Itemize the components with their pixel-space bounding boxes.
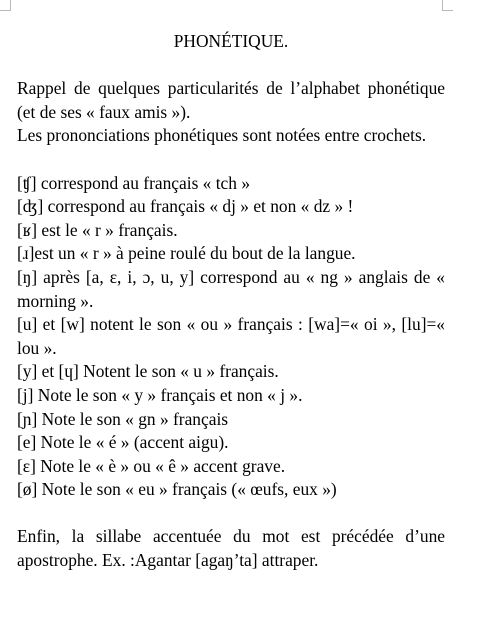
rule-line: [ɛ] Note le « è » ou « ê » accent grave. (17, 455, 286, 476)
intro-paragraph-1: Rappel de quelques particularités de l’alphabet phonétique (et de ses « faux amis »). (17, 78, 445, 122)
page-corner-top-left (0, 0, 11, 11)
rule-line: [ʧ] correspond au français « tch » (17, 172, 251, 193)
intro-paragraph-2: Les prononciations phonétiques sont notées entre crochets. (17, 125, 427, 146)
rule-line: [ø] Note le son « eu » français (« œufs, eux ») (17, 479, 337, 500)
rule-line: [ŋ] après [a, ɛ, i, ɔ, u, y] correspond au « ng » anglais de « morning ». (17, 266, 445, 311)
rule-line: [j] Note le son « y » français et non « j ». (17, 384, 303, 405)
rule-line: [ʤ] correspond au français « dj » et non « dz » ! (17, 196, 354, 217)
outro-paragraph: Enfin, la sillabe accentuée du mot est précédée d’une apostrophe. Ex. :Agantar [agaŋ’ta] attraper. (17, 526, 445, 571)
rule-line: [e] Note le « é » (accent aigu). (17, 432, 229, 453)
rule-line: [ɲ] Note le son « gn » français (17, 408, 229, 429)
spacer (17, 502, 445, 526)
rule-line: [y] et [ɥ] Notent le son « u » français. (17, 361, 279, 382)
page-title: PHONÉTIQUE. (173, 31, 289, 51)
spacer (17, 148, 445, 172)
rule-line: [ʁ] est le « r » français. (17, 219, 178, 240)
rule-line: [u] et [w] notent le son « ou » français : [wa]=« oi », [lu]=« lou ». (17, 314, 445, 358)
rule-line: [ɹ]est un « r » à peine roulé du bout de la langue. (17, 243, 356, 264)
document-page (17, 30, 445, 573)
page-corner-top-right (442, 0, 453, 11)
